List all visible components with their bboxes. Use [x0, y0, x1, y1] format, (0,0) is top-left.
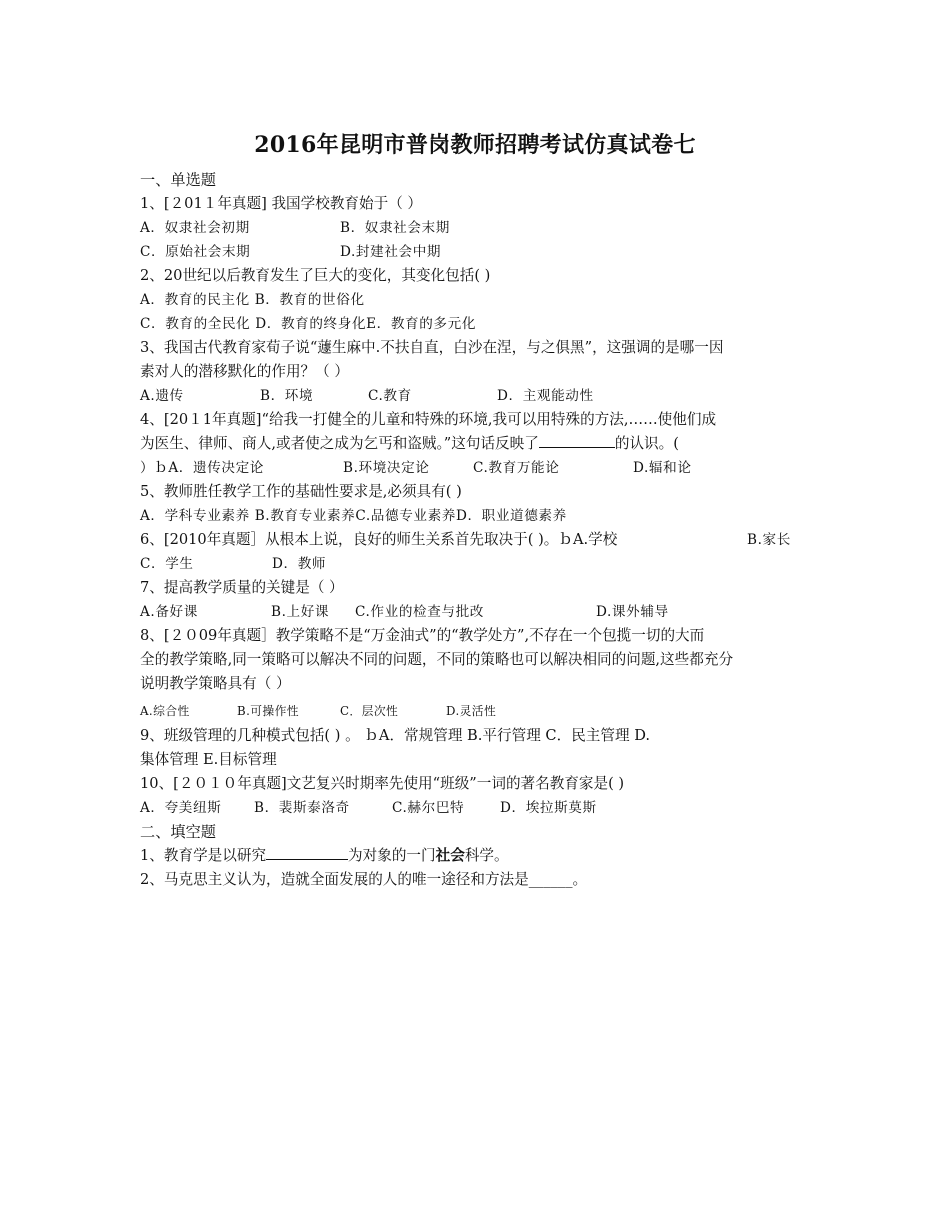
question-2-stem: 2、20世纪以后教育发生了巨大的变化，其变化包括( ) — [140, 267, 491, 284]
question-4-option-b: B.环境决定论 — [343, 460, 430, 476]
section-heading-single-choice: 一、单选题 — [140, 171, 216, 189]
question-6-option-c: C．学生 — [140, 556, 194, 572]
question-2-options-line-1: A．教育的民主化 B．教育的世俗化 — [140, 292, 365, 308]
question-8-stem-line-2: 全的教学策略,同一策略可以解决不同的问题，不同的策略也可以解决相同的问题,这些都充分 — [140, 651, 734, 668]
question-10-option-c: C.赫尔巴特 — [392, 800, 465, 816]
question-8-stem-line-1: 8、[２０09年真题］教学策略不是“万金油式”的“教学处方”,不存在一个包揽一切的大而 — [140, 627, 705, 644]
fill-question-1-blank — [266, 859, 348, 860]
question-10-option-a: A．夸美纽斯 — [140, 800, 222, 816]
question-3-stem-line-2: 素对人的潜移默化的作用？（ ） — [140, 363, 349, 380]
question-3-option-b: B．环境 — [260, 388, 314, 404]
question-4-stem-line-1: 4、[20１1年真题]“给我一打健全的儿童和特殊的环境,我可以用特殊的方法,……使他们成 — [140, 411, 717, 428]
question-4-blank — [539, 447, 615, 448]
question-4-option-d: D.辐和论 — [633, 460, 692, 476]
question-3-option-c: C.教育 — [368, 388, 412, 404]
question-4-stem-text: 为医生、律师、商人,或者使之成为乞丐和盗贼。”这句话反映了 — [140, 435, 539, 452]
question-9-stem: 9、班级管理的几种模式包括( ) 。 ｂA．常规管理 B.平行管理 C．民主管理 D. — [140, 727, 651, 744]
question-6-option-d: D．教师 — [272, 556, 327, 572]
question-7-option-a: A.备好课 — [140, 604, 198, 620]
fill-question-1-bold-word: 社会 — [435, 847, 465, 864]
question-6-stem: 6、[2010年真题］从根本上说，良好的师生关系首先取决于( )。ｂA.学校 — [140, 531, 618, 548]
question-4-stem-line-2 — [140, 434, 679, 454]
question-2-options-line-2: C．教育的全民化 D．教育的终身化E．教育的多元化 — [140, 316, 477, 332]
question-1-option-b: B．奴隶社会末期 — [340, 220, 450, 236]
question-4-option-a: ）ｂA．遗传决定论 — [140, 460, 264, 476]
question-6-option-b: B.家长 — [747, 532, 791, 548]
question-7-option-d: D.课外辅导 — [596, 604, 669, 620]
fill-question-1-middle: 为对象的一门 — [348, 847, 436, 864]
fill-question-2: 2、马克思主义认为，造就全面发展的人的唯一途径和方法是______。 — [140, 871, 588, 888]
question-1-option-d: D.封建社会中期 — [340, 244, 442, 260]
question-1-option-a: A．奴隶社会初期 — [140, 220, 250, 236]
question-4-option-c: C.教育万能论 — [473, 460, 560, 476]
fill-question-1-prefix: 1、教育学是以研究 — [140, 847, 267, 864]
question-4-stem-tail: 的认识。( — [614, 435, 679, 452]
question-8-option-a: A.综合性 — [140, 704, 190, 718]
question-3-stem-line-1: 3、我国古代教育家荀子说“蘧生麻中.不扶自直，白沙在涅，与之俱黑”，这强调的是哪一因 — [140, 339, 724, 356]
question-3-option-d: D．主观能动性 — [497, 388, 594, 404]
question-3-option-a: A.遗传 — [140, 388, 184, 404]
question-7-stem: 7、提高教学质量的关键是（ ） — [140, 579, 344, 596]
section-heading-fill-blank: 二、填空题 — [140, 823, 216, 841]
question-8-option-b: B.可操作性 — [237, 704, 300, 718]
question-8-option-d: D.灵活性 — [446, 704, 497, 718]
question-8-stem-line-3: 说明教学策略具有（ ） — [140, 675, 291, 692]
fill-question-1-suffix: 科学。 — [464, 847, 509, 864]
question-8-option-c: C．层次性 — [340, 704, 399, 718]
question-10-option-b: B．裴斯泰洛奇 — [254, 800, 350, 816]
question-5-stem: 5、教师胜任教学工作的基础性要求是,必须具有( ) — [140, 483, 462, 500]
fill-question-1 — [140, 846, 509, 866]
question-1-option-c: C．原始社会末期 — [140, 244, 251, 260]
question-9-options-line-2: 集体管理 E.目标管理 — [140, 751, 277, 768]
question-5-options: A．学科专业素养 B.教育专业素养C.品德专业素养D．职业道德素养 — [140, 508, 567, 524]
question-7-option-b: B.上好课 — [271, 604, 330, 620]
question-10-stem: 10、[２０１０年真题]文艺复兴时期率先使用“班级”一词的著名教育家是( ) — [140, 775, 625, 792]
question-10-option-d: D．埃拉斯莫斯 — [500, 800, 597, 816]
question-7-option-c: C.作业的检查与批改 — [355, 604, 484, 620]
page-title: 2016年昆明市普岗教师招聘考试仿真试卷七 — [254, 132, 696, 158]
question-1-stem: 1、[２01１年真题] 我国学校教育始于（ ） — [140, 195, 423, 212]
